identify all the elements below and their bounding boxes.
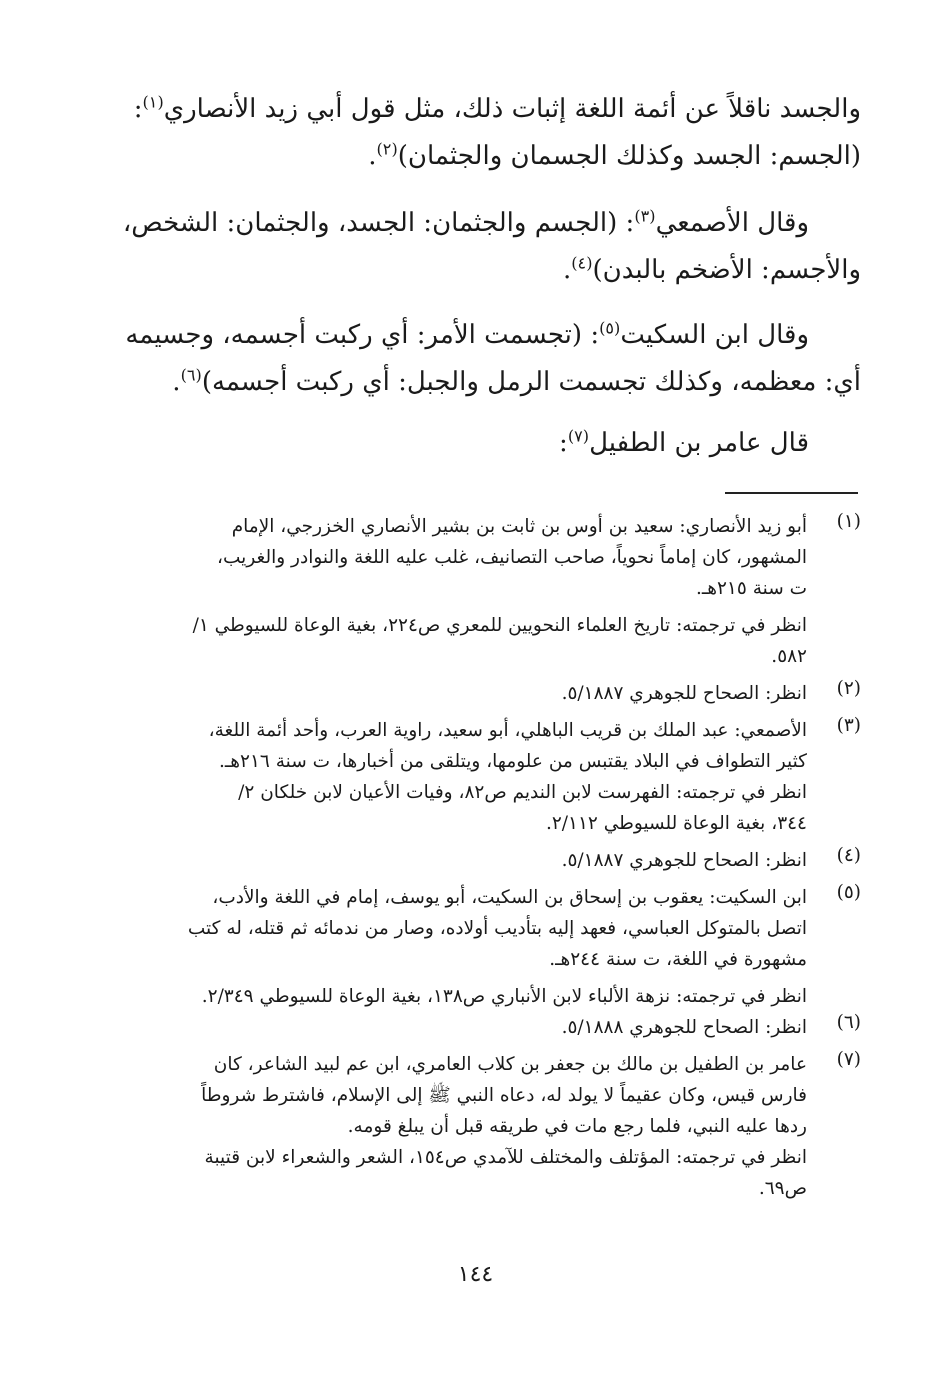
footnote-reference-line: انظر في ترجمته: المؤتلف والمختلف للآمدي ص١٥٤، الشعر والشعراء لابن قتيبة <box>204 1147 807 1168</box>
text-line: والأجسم: الأضخم بالبدن)$^{(٤)}$. <box>562 253 861 285</box>
footnote-reference-line: ص٦٩. <box>758 1178 807 1199</box>
paragraph-asmai <box>95 200 861 294</box>
footnote-divider <box>725 492 858 494</box>
text-line: والجسد ناقلاً عن أئمة اللغة إثبات ذلك، مثل قول أبي زيد الأنصاري$^{(١)}$: <box>133 92 861 124</box>
footnote-number: (١) <box>836 511 861 532</box>
footnote-line: المشهور، كان إماماً نحوياً، صاحب التصانيف، غلب عليه اللغة والنوادر والغريب، <box>217 547 807 568</box>
footnote-reference-line: ٣٤٤، بغية الوعاة للسيوطي ٢/١١٢. <box>545 813 807 834</box>
paragraph-abu-zayd <box>95 86 861 180</box>
footnote-number: (٢) <box>836 678 861 699</box>
footnote <box>95 1012 861 1043</box>
footnote-line: ت سنة ٢١٥هـ. <box>695 578 807 599</box>
footnote-ref[interactable]: (٢) <box>376 139 398 159</box>
footnote-reference-line: ٥٨٢. <box>771 646 807 667</box>
text-line: قال عامر بن الطفيل$^{(٧)}$: <box>559 426 809 458</box>
footnote-line: انظر: الصحاح للجوهري ٥/١٨٨٧. <box>561 683 807 704</box>
text-line: (الجسم: الجسد وكذلك الجسمان والجثمان)$^{(٢)}$. <box>368 139 861 171</box>
footnote-ref[interactable]: (٣) <box>634 206 656 226</box>
footnote-reference-line: انظر في ترجمته: نزهة الألباء لابن الأنباري ص١٣٨، بغية الوعاة للسيوطي ٢/٣٤٩. <box>201 986 807 1007</box>
footnote-ref[interactable]: (٥) <box>599 318 621 338</box>
footnote <box>95 1049 861 1204</box>
footnote-line: اتصل بالمتوكل العباسي، فعهد إليه بتأديب أولاده، وصار من ندمائه ثم قتله، له كتب <box>187 918 807 939</box>
footnote-ref[interactable]: (١) <box>142 92 164 112</box>
footnote-number: (٤) <box>836 845 861 866</box>
footnote-number: (٣) <box>836 715 861 736</box>
footnote-line: ابن السكيت: يعقوب بن إسحاق بن السكيت، أبو يوسف، إمام في اللغة والأدب، <box>212 887 807 908</box>
footnote-ref[interactable]: (٧) <box>567 426 590 446</box>
footnote-reference-line: انظر في ترجمته: تاريخ العلماء النحويين للمعري ص٢٢٤، بغية الوعاة للسيوطي ١/ <box>192 615 807 636</box>
paragraph-ibn-sikkit <box>95 312 861 406</box>
text-line: وقال ابن السكيت$^{(٥)}$: (تجسمت الأمر: أي ركبت أجسمه، وجسيمه <box>125 318 809 350</box>
footnote-ref[interactable]: (٦) <box>180 365 202 385</box>
footnote <box>95 845 861 876</box>
paragraph-amir <box>95 420 861 467</box>
footnotes <box>95 511 861 1204</box>
footnote <box>95 882 861 1012</box>
footnote-ref[interactable]: (٤) <box>571 253 593 273</box>
footnote-line: الأصمعي: عبد الملك بن قريب الباهلي، أبو سعيد، راوية العرب، وأحد أئمة اللغة، <box>208 720 807 741</box>
footnote-number: (٥) <box>836 882 861 903</box>
footnote-reference-line: انظر في ترجمته: الفهرست لابن النديم ص٨٢، وفيات الأعيان لابن خلكان ٢/ <box>238 782 807 803</box>
footnote-line: ردها عليه النبي، فلما رجع مات في طريقه قبل أن يبلغ قومه. <box>347 1116 807 1137</box>
footnote-number: (٧) <box>836 1049 861 1070</box>
footnote-line: انظر: الصحاح للجوهري ٥/١٨٨٧. <box>561 850 807 871</box>
footnote-line: عامر بن الطفيل بن مالك بن جعفر بن كلاب العامري، ابن عم لبيد الشاعر، كان <box>213 1054 807 1075</box>
footnote-line: أبو زيد الأنصاري: سعيد بن أوس بن ثابت بن بشير الأنصاري الخزرجي، الإمام <box>231 516 807 537</box>
footnote <box>95 678 861 709</box>
footnote-line: مشهورة في اللغة، ت سنة ٢٤٤هـ. <box>549 949 807 970</box>
page-number: ١٤٤ <box>457 1262 494 1287</box>
footnote <box>95 511 861 672</box>
footnote <box>95 715 861 839</box>
footnote-line: فارس قيس، وكان عقيماً لا يولد له، دعاه النبي ﷺ إلى الإسلام، فاشترط شروطاً <box>201 1085 807 1106</box>
footnote-line: انظر: الصحاح للجوهري ٥/١٨٨٨. <box>561 1017 807 1038</box>
footnote-number: (٦) <box>836 1012 861 1033</box>
footnote-line: كثير التطواف في البلاد يقتبس من علومها، ويتلقى من أخبارها، ت سنة ٢١٦هـ. <box>218 751 807 772</box>
text-line: وقال الأصمعي$^{(٣)}$: (الجسم والجثمان: الجسد، والجثمان: الشخص، <box>122 206 809 238</box>
text-line: أي: معظمه، وكذلك تجسمت الرمل والجبل: أي ركبت أجسمه)$^{(٦)}$. <box>172 365 861 397</box>
